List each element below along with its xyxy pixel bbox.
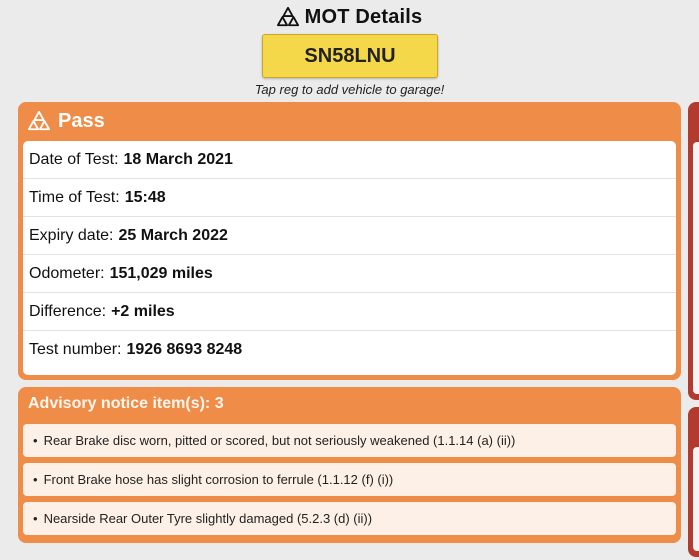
- detail-label: Expiry date:: [29, 226, 114, 244]
- advisory-text: Nearside Rear Outer Tyre slightly damaged (5.2.3 (d) (ii)): [43, 511, 373, 526]
- advisory-item: [23, 463, 676, 496]
- detail-row-difference: [23, 293, 676, 331]
- bullet: •: [33, 472, 38, 487]
- advisory-text: Front Brake hose has slight corrosion to ferrule (1.1.12 (f) (i)): [43, 472, 394, 487]
- detail-row-expiry: [23, 217, 676, 255]
- result-status: Pass: [58, 109, 105, 132]
- detail-row-odometer: [23, 255, 676, 293]
- page-header: [0, 4, 699, 30]
- adjacent-card-body: [693, 447, 699, 551]
- detail-value: 25 March 2022: [118, 226, 228, 244]
- detail-label: Difference:: [29, 302, 107, 320]
- detail-value: +2 miles: [111, 302, 175, 320]
- detail-value: 1926 8693 8248: [126, 341, 243, 358]
- detail-row-test-number: [23, 331, 676, 369]
- detail-value: 18 March 2021: [123, 150, 233, 168]
- mot-result-card: [18, 102, 681, 380]
- adjacent-card-edge[interactable]: [688, 407, 699, 557]
- detail-label: Time of Test:: [29, 188, 120, 206]
- result-header: [18, 102, 681, 140]
- advisory-text: Rear Brake disc worn, pitted or scored, but not seriously weakened (1.1.14 (a) (ii)): [43, 433, 516, 448]
- detail-label: Date of Test:: [29, 150, 119, 168]
- detail-label: Test number:: [29, 341, 122, 358]
- detail-value: 15:48: [124, 188, 166, 206]
- mot-triangle-icon: [28, 110, 50, 132]
- advisory-card: [18, 387, 681, 543]
- detail-row-time: [23, 179, 676, 217]
- test-details-list: [23, 141, 676, 375]
- page-title: MOT Details: [304, 5, 423, 28]
- adjacent-card-body: [693, 142, 699, 394]
- advisory-item: [23, 424, 676, 457]
- adjacent-card-edge[interactable]: [688, 102, 699, 400]
- garage-hint: Tap reg to add vehicle to garage!: [254, 82, 445, 97]
- bullet: •: [33, 511, 38, 526]
- mot-triangle-icon: [277, 6, 299, 28]
- detail-row-date: [23, 141, 676, 179]
- registration-plate-button[interactable]: SN58LNU: [262, 34, 438, 78]
- advisory-header: Advisory notice item(s): 3: [28, 395, 224, 412]
- detail-value: 151,029 miles: [109, 264, 213, 282]
- detail-label: Odometer:: [29, 264, 105, 282]
- bullet: •: [33, 433, 38, 448]
- advisory-item: [23, 502, 676, 535]
